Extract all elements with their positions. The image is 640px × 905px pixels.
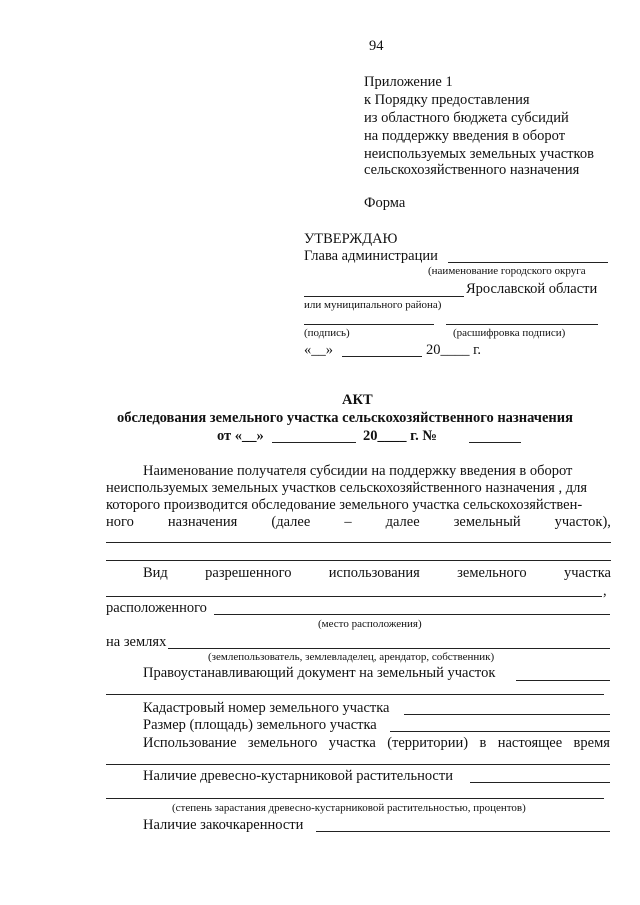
word: участок), — [554, 514, 611, 530]
form-label: Форма — [364, 195, 406, 211]
approve-heading: УТВЕРЖДАЮ — [304, 231, 398, 247]
appendix-line-4: на поддержку введения в оборот — [364, 128, 566, 144]
signature-line — [304, 324, 434, 325]
act-date-month-line — [272, 442, 356, 443]
act-subject: обследования земельного участка сельскохозяйственного назначения — [117, 410, 573, 426]
appendix-line-1: Приложение 1 — [364, 74, 453, 90]
municipality-hint: (наименование городского округа — [428, 265, 586, 277]
recipient-line-2: неиспользуемых земельных участков сельскохозяйственного назначения , для — [106, 480, 587, 496]
word: Вид — [143, 565, 168, 581]
location-fill-line — [214, 614, 610, 615]
shrubs-label: Наличие древесно-кустарниковой растительности — [143, 768, 453, 784]
permitted-use-comma: , — [603, 583, 607, 599]
region-name: Ярославской области — [466, 281, 598, 297]
word: ного — [106, 514, 134, 530]
shrubs-fill-line — [470, 782, 610, 783]
hummocks-label: Наличие закочкаренности — [143, 817, 304, 833]
recipient-line-1: Наименование получателя субсидии на поддержку введения в оборот — [143, 463, 573, 479]
appendix-line-5: неиспользуемых земельных участков — [364, 146, 594, 162]
plot-size-label: Размер (площадь) земельного участка — [143, 717, 377, 733]
recipient-fill-line-1 — [106, 542, 611, 543]
act-year-number: 20____ г. № — [363, 428, 437, 444]
on-lands-label: на землях — [106, 634, 167, 650]
word: земельного — [457, 565, 527, 581]
permitted-use-line — [143, 565, 611, 582]
decode-line — [446, 324, 598, 325]
recipient-line-4 — [106, 514, 611, 531]
plot-size-fill-line — [390, 731, 610, 732]
head-name-line — [448, 262, 608, 263]
word: земельный — [453, 514, 521, 530]
shrubs-hint: (степень зарастания древесно-кустарниковой растительностью, процентов) — [172, 802, 526, 814]
appendix-line-2: к Порядку предоставления — [364, 92, 530, 108]
current-use-fill-line — [106, 764, 610, 765]
word: в — [479, 735, 487, 751]
approval-date-month-line — [342, 356, 422, 357]
word: использования — [328, 565, 420, 581]
title-document-label: Правоустанавливающий документ на земельный участок — [143, 665, 496, 681]
word: – — [344, 514, 352, 530]
word: назначения — [167, 514, 238, 530]
current-use-line — [143, 735, 610, 752]
decode-hint: (расшифровка подписи) — [453, 327, 566, 339]
page-number: 94 — [369, 38, 384, 54]
cadastral-number-fill-line — [404, 714, 610, 715]
lands-fill-line — [168, 648, 610, 649]
word: участка — [328, 735, 376, 751]
district-hint: или муниципального района) — [304, 299, 442, 311]
word: далее — [385, 514, 420, 530]
located-label: расположенного — [106, 600, 207, 616]
head-of-administration: Глава администрации — [304, 248, 438, 264]
word: Использование — [143, 735, 237, 751]
word: участка — [563, 565, 611, 581]
word: разрешенного — [205, 565, 292, 581]
title-document-fill-line-2 — [106, 694, 604, 695]
shrubs-fill-line-2 — [106, 798, 604, 799]
word: (далее — [271, 514, 311, 530]
signature-hint: (подпись) — [304, 327, 350, 339]
act-number-line — [469, 442, 521, 443]
owner-hint: (землепользователь, землевладелец, арендатор, собственник) — [208, 651, 495, 663]
word: (территории) — [387, 735, 469, 751]
act-date-prefix: от «__» — [217, 428, 264, 444]
act-title: АКТ — [342, 392, 373, 408]
word: настоящее — [497, 735, 563, 751]
hummocks-fill-line — [316, 831, 610, 832]
title-document-fill-line — [516, 680, 610, 681]
word: земельного — [247, 735, 318, 751]
cadastral-number-label: Кадастровый номер земельного участка — [143, 700, 390, 716]
municipality-line — [304, 296, 464, 297]
word: время — [573, 735, 610, 751]
appendix-line-3: из областного бюджета субсидий — [364, 110, 569, 126]
approval-date-year: 20____ г. — [426, 342, 482, 358]
recipient-line-3: которого производится обследование земельного участка сельскохозяйствен- — [106, 497, 583, 513]
place-hint: (место расположения) — [318, 618, 422, 630]
permitted-use-fill-line — [106, 596, 602, 597]
appendix-line-6: сельскохозяйственного назначения — [364, 162, 580, 178]
recipient-fill-line-2 — [106, 560, 611, 561]
approval-date-day: «__» — [304, 342, 333, 358]
